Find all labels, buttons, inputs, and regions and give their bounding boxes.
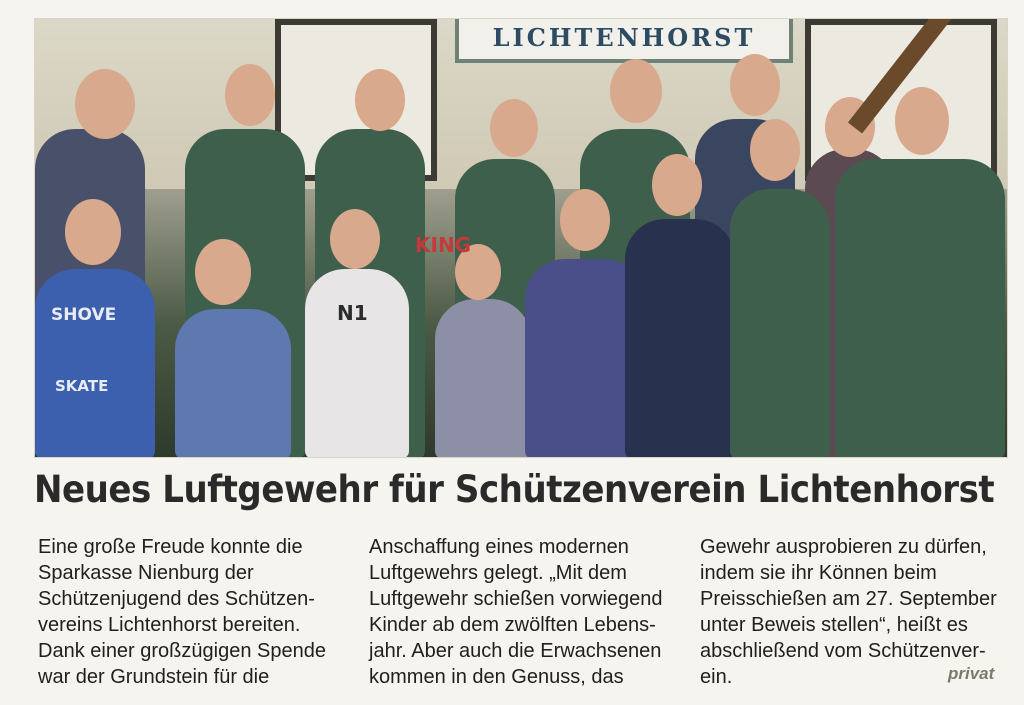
article-headline: Neues Luftgewehr für Schützenverein Lichtenhorst [34,468,995,511]
shirt-print-king: KING [415,233,472,257]
article-line: Schützenjugend des Schützen- [38,588,315,610]
article-line: kommen in den Genuss, das [369,666,624,688]
person-head [355,69,405,131]
person-head [195,239,251,305]
article-line: unter Beweis stellen“, heißt es [700,614,968,636]
article-line: Dank einer großzügigen Spende [38,640,326,662]
article-line: Sparkasse Nienburg der [38,562,254,584]
article-line: vereins Lichtenhorst bereiten. [38,614,301,636]
article-line: Luftgewehrs gelegt. „Mit dem [369,562,627,584]
person [435,299,531,458]
person-head [65,199,121,265]
shirt-print-skate: SKATE [55,377,109,395]
article-line: Anschaffung eines modernen [369,536,629,558]
person [625,219,735,458]
person-head [730,54,780,116]
person-head [560,189,610,251]
article-line: indem sie ihr Können beim [700,562,937,584]
article-line: jahr. Aber auch die Erwachsenen [369,640,662,662]
shirt-print-shove: SHOVE [51,305,117,325]
person [730,189,830,458]
clubhouse-sign: LICHTENHORST [455,18,793,63]
shirt-print-n1: N1 [337,301,368,325]
person-head [490,99,538,157]
group-photo [34,18,1008,458]
person [835,159,1005,458]
person-head [225,64,275,126]
article-line: Luftgewehr schießen vorwiegend [369,588,663,610]
person-head [652,154,702,216]
person-head [330,209,380,269]
person-head [750,119,800,181]
article-line: ein. [700,666,733,688]
person [35,269,155,458]
article-line: Kinder ab dem zwölften Lebens- [369,614,656,636]
person-head [610,59,662,123]
article-column-2 [369,534,669,690]
photo-credit: privat [948,664,995,683]
article-line: war der Grundstein für die [38,666,270,688]
person-head [75,69,135,139]
article-line: Eine große Freude konnte die [38,536,303,558]
article-line: Gewehr ausprobieren zu dürfen, [700,536,987,558]
article-line: Preisschießen am 27. September [700,588,997,610]
article-column-1 [38,534,338,690]
person [175,309,291,458]
person [305,269,409,458]
article-line: abschließend vom Schützenver- [700,640,986,662]
person-head [895,87,949,155]
